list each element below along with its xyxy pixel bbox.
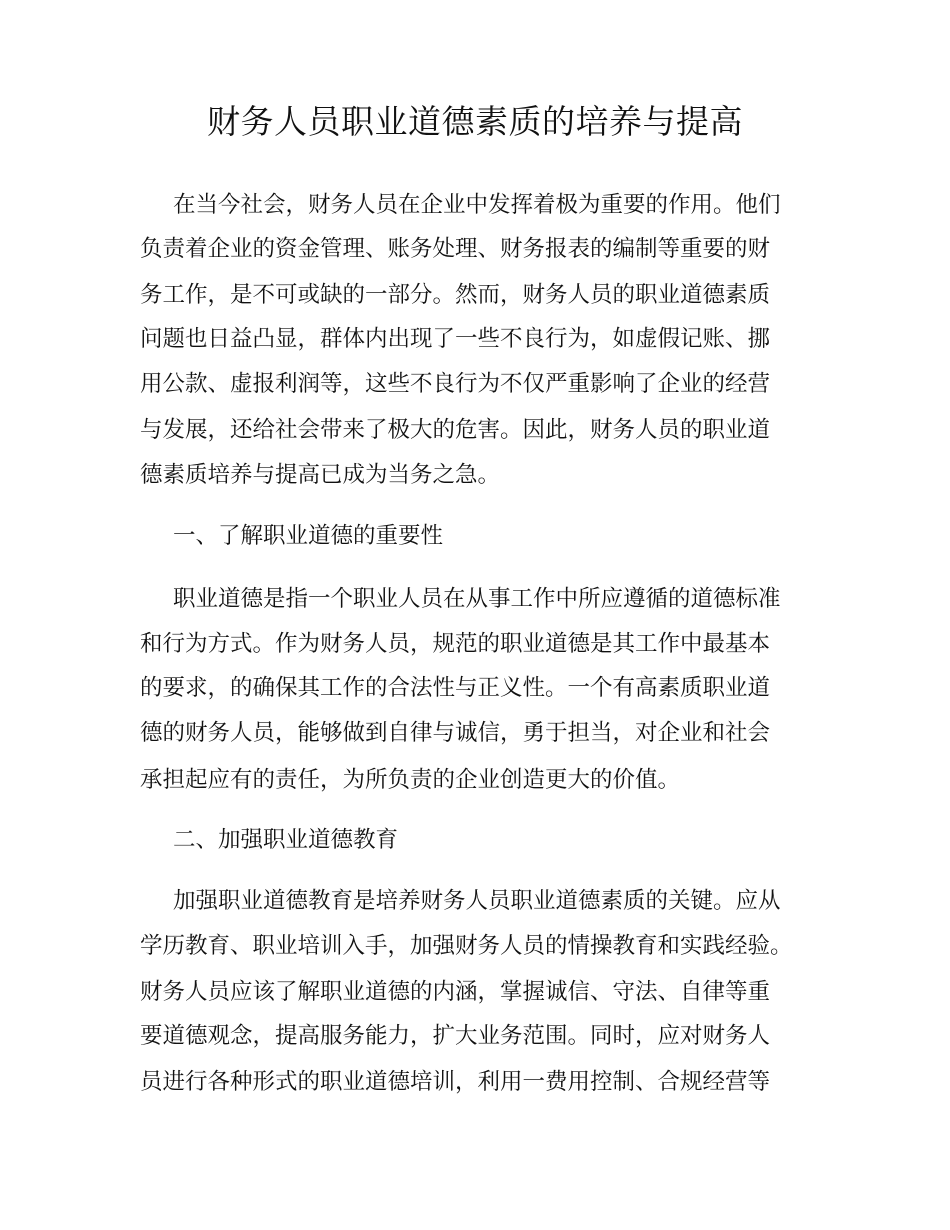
paragraph-3-line: 员进行各种形式的职业道德培训，利用一费用控制、合规经营等 xyxy=(140,1069,771,1095)
paragraph-3-line: 要道德观念，提高服务能力，扩大业务范围。同时，应对财务人 xyxy=(140,1023,771,1049)
paragraph-2-line: 和行为方式。作为财务人员，规范的职业道德是其工作中最基本 xyxy=(140,631,771,657)
paragraph-2-line: 职业道德是指一个职业人员在从事工作中所应遵循的道德标准 xyxy=(173,586,781,612)
paragraph-1-line: 用公款、虚报利润等，这些不良行为不仅严重影响了企业的经营 xyxy=(140,371,771,397)
paragraph-2-line: 德的财务人员，能够做到自律与诚信，勇于担当，对企业和社会 xyxy=(140,720,771,746)
paragraph-3-line: 加强职业道德教育是培养财务人员职业道德素质的关键。应从 xyxy=(173,888,781,914)
paragraph-1-line: 务工作，是不可或缺的一部分。然而，财务人员的职业道德素质 xyxy=(140,282,771,308)
section-heading-2: 二、加强职业道德教育 xyxy=(173,827,399,853)
paragraph-1-line: 在当今社会，财务人员在企业中发挥着极为重要的作用。他们 xyxy=(173,192,781,218)
paragraph-1-line: 德素质培养与提高已成为当务之急。 xyxy=(140,462,501,488)
paragraph-3-line: 财务人员应该了解职业道德的内涵，掌握诚信、守法、自律等重 xyxy=(140,979,771,1005)
paragraph-1-line: 负责着企业的资金管理、账务处理、财务报表的编制等重要的财 xyxy=(140,236,771,262)
section-heading-1: 一、了解职业道德的重要性 xyxy=(173,523,444,549)
paragraph-1-line: 与发展，还给社会带来了极大的危害。因此，财务人员的职业道 xyxy=(140,417,771,443)
paragraph-1-line: 问题也日益凸显，群体内出现了一些不良行为，如虚假记账、挪 xyxy=(140,326,771,352)
document-title: 财务人员职业道德素质的培养与提高 xyxy=(207,102,743,141)
paragraph-3-line: 学历教育、职业培训入手，加强财务人员的情操教育和实践经验。 xyxy=(140,933,793,959)
paragraph-2-line: 承担起应有的责任，为所负责的企业创造更大的价值。 xyxy=(140,767,681,793)
paragraph-2-line: 的要求，的确保其工作的合法性与正义性。一个有高素质职业道 xyxy=(140,675,771,701)
